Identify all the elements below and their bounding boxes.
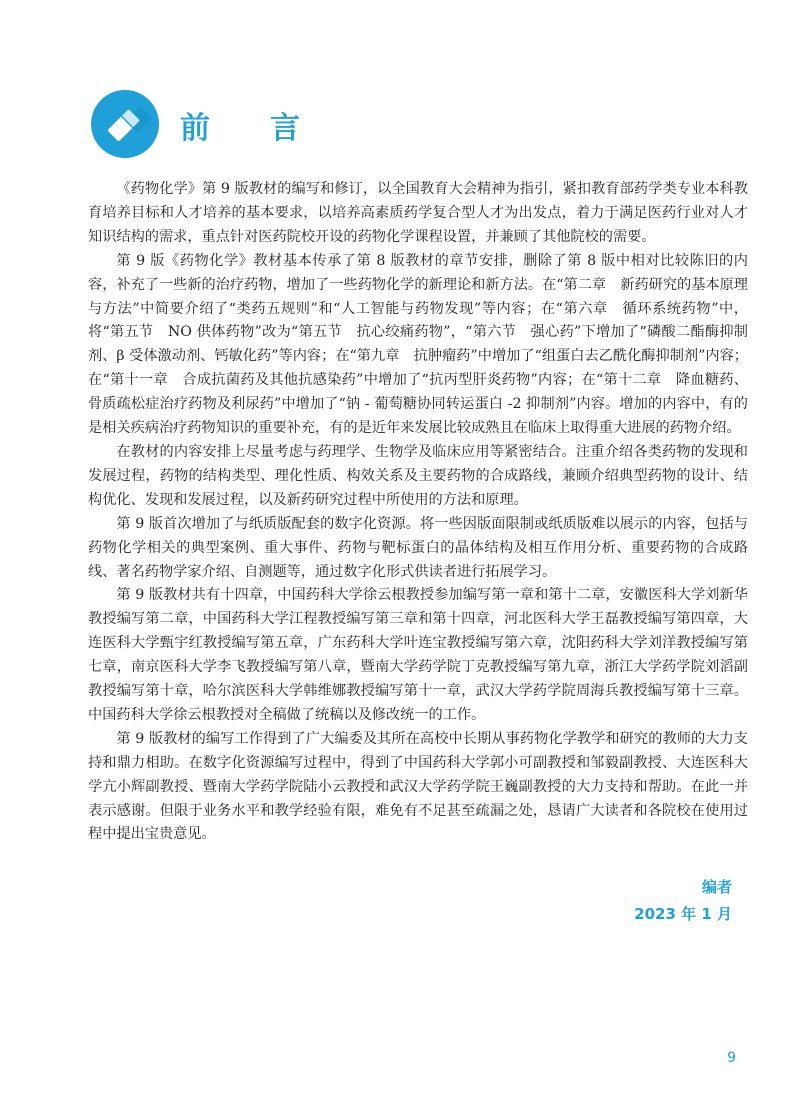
signature — [634, 874, 732, 928]
signature-date: 2023 年 1 月 — [634, 905, 732, 923]
paragraph: 第 9 版教材的编写工作得到了广大编委及其所在高校中长期从事药物化学教学和研究的教师的大力支持和鼎力相助。在数字化资源编写过程中，得到了中国药科大学郭小可副教授和邹毅副教授、大连医科大学亢小辉副教授、暨南大学药学院陆小云教授和武汉大学药学院王巍副教授的大力支持和帮助。在此一并表示感谢。但限于业务水平和教学经验有限，难免有不足甚至疏漏之处，恳请广大读者和各院校在使用过程中提出宝贵意见。 — [88, 730, 748, 843]
pen-eraser-icon — [90, 89, 160, 159]
paragraph: 在教材的内容安排上尽量考虑与药理学、生物学及临床应用等紧密结合。注重介绍各类药物的发现和发展过程，药物的结构类型、理化性质、构效关系及主要药物的合成路线，兼顾介绍典型药物的设计、结构优化、发现和发展过程，以及新药研究过程中所使用的方法和原理。 — [88, 443, 748, 508]
paragraph: 《药物化学》第 9 版教材的编写和修订，以全国教育大会精神为指引，紧扣教育部药学类专业本科教育培养目标和人才培养的基本要求，以培养高素质药学复合型人才为出发点，着力于满足医药行业对人才知识结构的需求，重点针对医药院校开设的药物化学课程设置，并兼顾了其他院校的需要。 — [88, 181, 748, 245]
signature-author: 编者 — [701, 878, 732, 896]
paragraph: 第 9 版教材共有十四章，中国药科大学徐云根教授参加编写第一章和第十二章，安徽医科大学刘新华教授编写第二章，中国药科大学江程教授编写第三章和第十四章，河北医科大学王磊教授编写第四章，大连医科大学甄宇红教授编写第五章，广东药科大学叶连宝教授编写第六章，沈阳药科大学刘洋教授编写第七章，南京医科大学李飞教授编写第八章，暨南大学药学院丁克教授编写第九章，浙江大学药学院刘滔副教授编写第十章，哈尔滨医科大学韩维娜教授编写第十一章，武汉大学药学院周海兵教授编写第十三章。中国药科大学徐云根教授对全稿做了统稿以及修改统一的工作。 — [88, 587, 748, 723]
paragraph: 第 9 版《药物化学》教材基本传承了第 8 版教材的章节安排，删除了第 8 版中相对比较陈旧的内容，补充了一些新的治疗药物，增加了一些药物化学的新理论和新方法。在“第二章 新药研究的基本原理与方法”中简要介绍了“类药五规则”和“人工智能与药物发现”等内容；在“第六章 循环系统药物”中，将“第五节 NO 供体药物”改为“第五节 抗心绞痛药物”，“第六节 强心药”下增加了“磷酸二酯酶抑制剂、β 受体激动剂、钙敏化药”等内容；在“第九章 抗肿瘤药”中增加了“组蛋白去乙酰化酶抑制剂”内容；在“第十一章 合成抗菌药及其他抗感染药”中增加了“抗丙型肝炎药物”内容；在“第十二章 降血糖药、骨质疏松症治疗药物及利尿药”中增加了“钠 - 葡萄糖协同转运蛋白 -2 抑制剂”内容。增加的内容中，有的是相关疾病治疗药物知识的重要补充，有的是近年来发展比较成熟且在临床上取得重大进展的药物介绍。 — [88, 252, 748, 437]
page-number: 9 — [727, 1050, 736, 1066]
preface-body — [88, 178, 748, 847]
paragraph: 第 9 版首次增加了与纸质版配套的数字化资源。将一些因版面限制或纸质版难以展示的内容，包括与药物化学相关的典型案例、重大事件、药物与靶标蛋白的晶体结构及相互作用分析、重要药物的合成路线、著名药物学家介绍、自测题等，通过数字化形式供读者进行拓展学习。 — [88, 515, 748, 580]
page-title: 前 言 — [180, 111, 300, 146]
